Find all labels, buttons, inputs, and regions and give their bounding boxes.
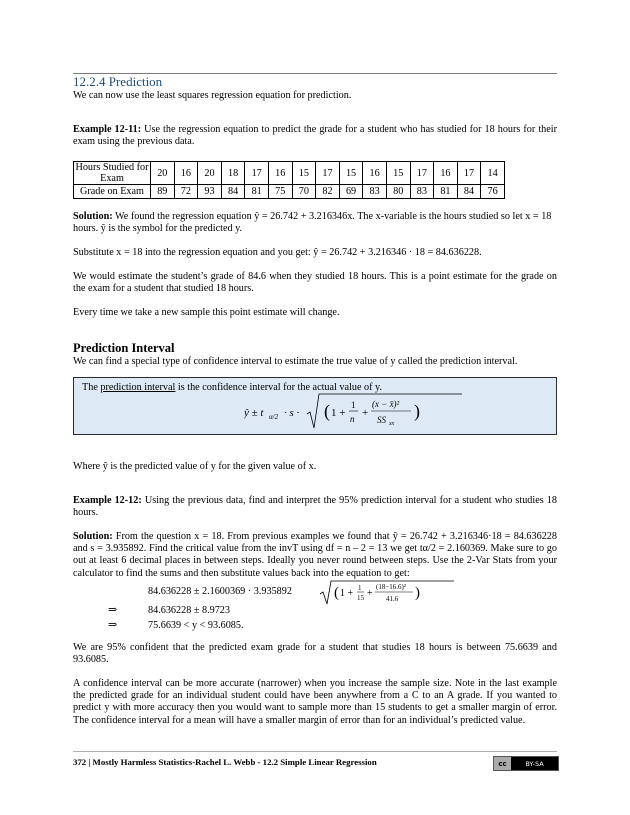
table-cell: 15 [292, 162, 316, 185]
table-cell: 20 [198, 162, 222, 185]
definition-pre: The [82, 382, 101, 393]
table-cell: 17 [316, 162, 340, 185]
example-text: Using the previous data, find and interpret the 95% prediction interval for a student who studies 18 hours. [73, 495, 557, 519]
calc-radical [318, 580, 458, 606]
solution-text: From the question x = 18. From previous examples we found that ŷ = 26.742 + 3.216346·18 = 84.636228 and s = 3.935892. Find the critical value from the invT using df = n – 2 = 13 we get tα/2 = 2.160369. Make sure to go out at least 6 decimal places in between steps. Ideally you never round between steps. Use the 2-Var Stats from your calculator to find the sums and then substitute values back into the equation to get: [73, 531, 557, 579]
row-header-grade: Grade on Exam [74, 185, 151, 199]
svg-text:· s ·: · s · [284, 407, 300, 419]
example-label: Example 12-11: [73, 124, 142, 135]
solution-line-1: We found the regression equation ŷ = 26.742 + 3.216346x. The x-variable is the hours studied so let x = 18 [112, 211, 552, 222]
closing-paragraph: A confidence interval can be more accurate (narrower) when you increase the sample size. Note in the last example the predicted grade for an individual student could have been anywhere from a C to an A grade. If you wanted to predict y with more accuracy then you would want to sample more than 15 students to get a smaller margin of error. The confidence interval for a mean will have a smaller margin of error than for an individual’s predicted value. [73, 678, 557, 726]
svg-text:n: n [350, 414, 355, 424]
table-cell: 15 [386, 162, 410, 185]
table-cell: 14 [481, 162, 505, 185]
page-footer: 372 | Mostly Harmless Statistics-Rachel L. Webb - 12.2 Simple Linear Regression [73, 757, 377, 767]
table-cell: 93 [198, 185, 222, 199]
table-cell: 16 [363, 162, 387, 185]
table-cell: 84 [221, 185, 245, 199]
table-cell: 81 [245, 185, 269, 199]
table-cell: 69 [339, 185, 363, 199]
svg-text:): ) [415, 585, 420, 601]
example-12-12 [73, 495, 557, 519]
example-12-11 [73, 124, 557, 148]
svg-text:(: ( [324, 401, 330, 421]
table-cell: 17 [410, 162, 434, 185]
table-cell: 82 [316, 185, 340, 199]
table-row [74, 162, 505, 185]
svg-text:α/2: α/2 [269, 413, 279, 421]
row-header-hours: Hours Studied for Exam [75, 162, 149, 184]
calc-line-1: 84.636228 ± 2.1600369 · 3.935892 [148, 586, 292, 597]
definition-post: is the confidence interval for the actual value of y. [175, 382, 383, 393]
example-text: Use the regression equation to predict the grade for a student who has studied for 18 hours for their exam using the previous data. [73, 124, 557, 148]
prediction-interval-heading: Prediction Interval [73, 341, 175, 355]
solution-12-11 [73, 211, 557, 235]
svg-text:): ) [414, 401, 420, 421]
svg-text:1: 1 [351, 400, 356, 410]
solution-line-2: hours. ŷ is the symbol for the predicted y. [73, 223, 243, 235]
svg-text:+: + [362, 407, 369, 419]
svg-text:41.6: 41.6 [386, 595, 399, 603]
solution-12-12 [73, 531, 557, 580]
table-cell: 18 [221, 162, 245, 185]
prediction-interval-intro: We can find a special type of confidence interval to estimate the true value of y called the prediction interval. [73, 356, 518, 367]
table-cell: 16 [434, 162, 458, 185]
svg-text:1 +: 1 + [340, 588, 354, 599]
table-cell: 16 [174, 162, 198, 185]
implies-arrow: ⇒ [108, 604, 118, 616]
definition-box [73, 377, 557, 435]
where-paragraph: Where ŷ is the predicted value of y for the given value of x. [73, 461, 317, 472]
section-heading: 12.2.4 Prediction [73, 74, 163, 89]
table-cell: 72 [174, 185, 198, 199]
table-cell: 76 [481, 185, 505, 199]
point-estimate-note: Every time we take a new sample this point estimate will change. [73, 307, 340, 318]
conclusion-paragraph: We are 95% confident that the predicted exam grade for a student that studies 18 hours is between 75.6639 and 93.6085. [73, 642, 557, 666]
table-cell: 80 [386, 185, 410, 199]
intro-paragraph: We can now use the least squares regression equation for prediction. [73, 90, 352, 101]
svg-text:+: + [367, 588, 373, 599]
table-cell: 17 [245, 162, 269, 185]
svg-text:(: ( [334, 585, 339, 601]
license-text: BY-SA [525, 759, 544, 768]
svg-text:(x − x̄)²: (x − x̄)² [372, 399, 400, 409]
calc-line-2: 84.636228 ± 8.9723 [148, 605, 230, 616]
svg-text:ŷ ± t: ŷ ± t [244, 407, 264, 419]
implies-arrow: ⇒ [108, 619, 118, 631]
solution-label: Solution: [73, 211, 113, 222]
substitute-paragraph: Substitute x = 18 into the regression equation and you get: ŷ = 26.742 + 3.216346 · 18 = 84.636228. [73, 247, 482, 258]
svg-text:1 +: 1 + [331, 407, 346, 419]
table-cell: 20 [151, 162, 175, 185]
calc-line-3: 75.6639 < y < 93.6085. [148, 620, 244, 631]
svg-text:SS: SS [377, 415, 386, 425]
prediction-interval-term: prediction interval [100, 382, 176, 393]
prediction-interval-formula [244, 392, 464, 432]
data-table [73, 161, 505, 199]
svg-text:1: 1 [358, 584, 362, 592]
solution-label: Solution: [73, 531, 113, 542]
table-cell: 83 [363, 185, 387, 199]
table-cell: 89 [151, 185, 175, 199]
table-cell: 83 [410, 185, 434, 199]
table-row [74, 185, 505, 199]
table-cell: 16 [268, 162, 292, 185]
table-cell: 17 [457, 162, 481, 185]
cc-icon: cc [494, 757, 511, 770]
estimate-paragraph: We would estimate the student’s grade of 84.6 when they studied 18 hours. This is a point estimate for the grade on the exam for a student that studied 18 hours. [73, 271, 557, 295]
table-cell: 75 [268, 185, 292, 199]
cc-license-badge [493, 756, 559, 771]
table-cell: 84 [457, 185, 481, 199]
table-cell: 70 [292, 185, 316, 199]
example-label: Example 12-12: [73, 495, 142, 506]
table-cell: 15 [339, 162, 363, 185]
svg-text:(18−16.6)²: (18−16.6)² [376, 583, 406, 591]
svg-text:xx: xx [389, 421, 395, 427]
svg-text:15: 15 [357, 594, 364, 602]
footer-rule [73, 751, 557, 752]
table-cell: 81 [434, 185, 458, 199]
